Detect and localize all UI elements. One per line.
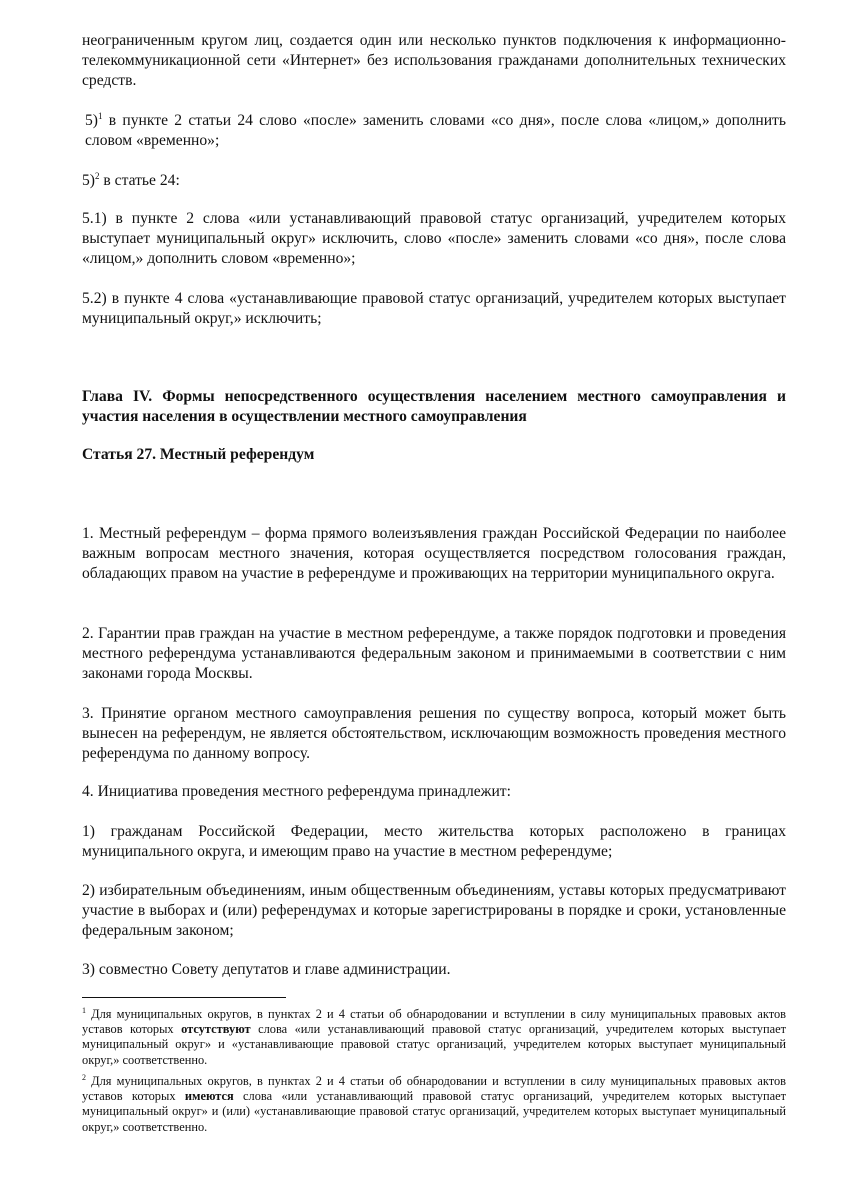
- amendment-5-2-2: 5.2) в пункте 4 слова «устанавливающие правовой статус организаций, учредителем которых выступает муниципальный округ,» исключить;: [82, 290, 786, 327]
- paragraph-continuation: неограниченным кругом лиц, создается один или несколько пунктов подключения к информационно-телекоммуникационной сети «Интернет» без использования гражданами дополнительных технических средств.: [82, 32, 786, 89]
- article-27-clause-4-item-1: 1) гражданам Российской Федерации, место жительства которых расположено в границах муниципального округа, и имеющим право на участие в местном референдуме;: [82, 823, 786, 860]
- footnote-1-text-end: слова «или устанавливающий правовой статус организаций, учредителем которых выступает муниципальный округ» и «устанавливающие правовой статус организаций, учредителем которых выступает муниципальный округ,» соответственно.: [82, 1022, 786, 1067]
- amendment-5-2: [82, 171, 786, 191]
- footnote-2: [82, 1074, 786, 1135]
- article-27-clause-4: 4. Инициатива проведения местного референдума принадлежит:: [82, 783, 511, 800]
- footnote-1: [82, 1007, 786, 1068]
- amendment-text: в статье 24:: [99, 172, 180, 189]
- article-27-clause-4-item-2: 2) избирательным объединениям, иным общественным объединениям, уставы которых предусматривают участие в выборах и (или) референдумах и которые зарегистрированы в порядке и сроки, установленные федеральным законом;: [82, 882, 786, 939]
- amendment-number: 5): [85, 112, 98, 129]
- footnote-2-text-end: слова «или устанавливающий правовой статус организаций, учредителем которых выступает муниципальный округ» и (или) «устанавливающие правовой статус организаций, учредителем которых выступает муниципальный округ,» соответственно.: [82, 1089, 786, 1134]
- article-27-clause-4-item-3: 3) совместно Совету депутатов и главе администрации.: [82, 961, 451, 978]
- footnote-1-marker: 1: [82, 1005, 86, 1015]
- footnote-1-text: Для муниципальных округов, в пунктах 2 и 4 статьи об обнародовании и вступлении в силу муниципальных правовых актов уставов которых: [82, 1007, 786, 1037]
- article-27-clause-1: 1. Местный референдум – форма прямого волеизъявления граждан Российской Федерации по наиболее важным вопросам местного значения, которая осуществляется посредством голосования граждан, обладающих правом на участие в референдуме и проживающих на территории муниципального округа.: [82, 525, 786, 582]
- footnote-1-emphasis: отсутствуют: [181, 1022, 251, 1037]
- article-heading: Статья 27. Местный референдум: [82, 446, 315, 463]
- footnote-2-marker: 2: [82, 1072, 86, 1082]
- amendment-5-1: [85, 111, 786, 151]
- footnote-2-text: Для муниципальных округов, в пунктах 2 и 4 статьи об обнародовании и вступлении в силу муниципальных правовых актов уставов которых: [82, 1074, 786, 1104]
- amendment-5-2-1: 5.1) в пункте 2 слова «или устанавливающий правовой статус организаций, учредителем которых выступает муниципальный округ» исключить, слово «после» заменить словами «со дня», после слова «лицом,» дополнить словом «временно»;: [82, 210, 786, 267]
- article-27-clause-2: 2. Гарантии прав граждан на участие в местном референдуме, а также порядок подготовки и проведения местного референдума устанавливаются федеральным законом и принимаемыми в соответствии с ним законами города Москвы.: [82, 625, 786, 682]
- footnote-ref-2: 2: [95, 170, 100, 181]
- amendment-text: в пункте 2 статьи 24 слово «после» заменить словами «со дня», после слова «лицом,» дополнить словом «временно»;: [85, 112, 786, 149]
- amendment-number: 5): [82, 172, 95, 189]
- footnote-2-emphasis: имеются: [184, 1089, 234, 1104]
- chapter-heading: Глава IV. Формы непосредственного осуществления населением местного самоуправления и участия населения в осуществлении местного самоуправления: [82, 388, 786, 425]
- article-27-clause-3: 3. Принятие органом местного самоуправления решения по существу вопроса, который может быть вынесен на референдум, не является обстоятельством, исключающим возможность проведения местного референдума по данному вопросу.: [82, 705, 786, 762]
- footnote-separator: [82, 997, 286, 998]
- footnote-ref-1: 1: [98, 110, 103, 121]
